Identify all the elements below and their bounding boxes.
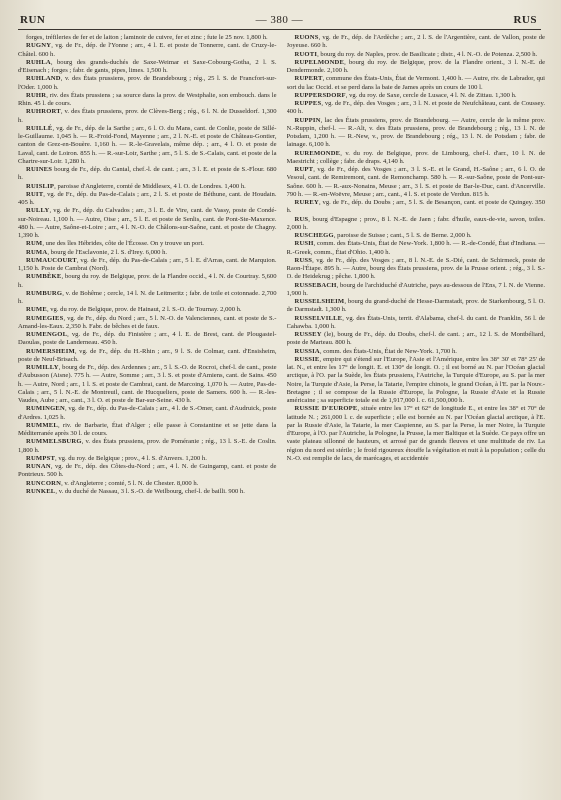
entry-headword: RULLY xyxy=(26,207,50,215)
entry-text: , bourg du roy. de Belgique, prov. de la Flandre occid., 4 l. N. de Courtray. 5,600 h. xyxy=(18,273,277,289)
dictionary-entry xyxy=(18,273,277,290)
dictionary-entry xyxy=(18,166,277,183)
entry-text: , v. des États prussiens, prov. de Poméranie ; rég., 13 l. S.-E. de Coslin. 1,800 h. xyxy=(18,438,277,454)
header-right-word: RUS xyxy=(513,14,537,26)
text-columns xyxy=(18,34,545,786)
entry-headword: RUSSIE D'EUROPE xyxy=(294,405,358,413)
entry-headword: RUMENGOL xyxy=(26,331,68,338)
dictionary-entry xyxy=(287,51,546,59)
entry-text: , vg. de Fr., dép. du Finistère ; arr., 4 l. E. de Brest, cant. de Plougastel-Daoulas, poste de Landerneau. 450 h. xyxy=(18,331,277,347)
entry-headword: RUNCORN xyxy=(26,479,62,487)
dictionary-entry xyxy=(287,199,546,216)
running-header xyxy=(18,14,545,29)
entry-text: , comm. des États-Unis, État de New-York. 1,800 h. — R.-de-Condé, État d'Indiana. — R.-Greek, comm., État d'Ohio. 1,400 h. xyxy=(286,240,545,256)
entry-text: , bourg du roy. de Naples, prov. de Basilicate ; distr., 4 l. N.-O. de Potenza. 2,500 h. xyxy=(317,50,538,58)
entry-headword: RUMINGEN xyxy=(26,405,65,413)
left-column xyxy=(18,34,277,786)
entry-headword: RUMBÈKE xyxy=(26,273,62,281)
entry-text: , vg. du roy. de Belgique, prov. de Hainaut, 2 l. S.-O. de Tournay. 2,000 h. xyxy=(46,306,242,314)
dictionary-entry xyxy=(18,108,277,125)
entry-text: , vg. de Fr., dép. de l'Yonne ; arr., 4 l. E. et poste de Tonnerre, cant. de Cruzy-le-Châtel. 600 h. xyxy=(18,42,277,58)
entry-headword: RUMPST xyxy=(26,454,56,462)
dictionary-entry xyxy=(18,405,277,422)
entry-headword: RUINES xyxy=(26,166,53,173)
dictionary-entry xyxy=(287,405,546,463)
entry-headword: RUISLIP xyxy=(26,182,55,190)
dictionary-entry xyxy=(287,216,546,233)
entry-text: (le), bourg de Fr., dép. du Doubs, chef-l. de cant. ; arr., 12 l. S. de Montbéliard, poste de Marteau. 800 h. xyxy=(286,331,545,347)
entry-text: , bourg des grands-duchés de Saxe-Weimar et Saxe-Cobourg-Gotha, 2 l. S. d'Eisenach ; forges ; fabr. de gants, pipes, limes. 1,500 h. xyxy=(18,58,277,74)
entry-headword: RUILLÉ xyxy=(26,124,53,132)
right-column xyxy=(287,34,546,786)
dictionary-entry xyxy=(18,249,277,257)
entry-text: , bourg d'Espagne ; prov., 8 l. N.-E. de Jaen ; fabr. d'huile, eaux-de-vie, savon, toiles. 2,000 h. xyxy=(286,215,545,231)
entry-headword: RUSS xyxy=(294,256,313,264)
header-rule xyxy=(18,29,541,30)
entry-headword: RUSSEY xyxy=(294,331,322,338)
entry-text: , v. du roy. de Belgique, prov. de Limbourg, chef-l. d'arr., 10 l. N. de Maestricht ; collège ; fabr. de draps. 4,140 h. xyxy=(286,149,545,165)
entry-headword: RUSSIA xyxy=(294,347,320,355)
entry-text: , v. d'Angleterre ; comté, 5 l. N. de Chester. 8,000 h. xyxy=(61,479,199,487)
dictionary-entry xyxy=(18,348,277,365)
entry-headword: RUME xyxy=(26,306,47,314)
entry-headword: RUHR xyxy=(26,91,47,99)
entry-headword: RUPPERSDORF xyxy=(294,91,346,99)
dictionary-entry xyxy=(287,100,546,117)
entry-text: , vg. de Fr., dép. du Pas-de-Calais ; arr., 2 l. S. et poste de Béthune, cant. de Houdain. 405 h. xyxy=(18,190,277,206)
entry-headword: RUMERSHEIM xyxy=(26,347,75,355)
entry-headword: RUMAUCOURT xyxy=(26,256,77,264)
dictionary-entry xyxy=(287,356,546,406)
dictionary-entry xyxy=(287,75,546,92)
dictionary-entry xyxy=(18,75,277,92)
entry-headword: RUIT xyxy=(26,190,44,198)
dictionary-entry xyxy=(287,331,546,348)
dictionary-entry xyxy=(287,315,546,332)
page-number: — 380 — xyxy=(255,14,304,26)
entry-text: , vg. de Fr., dép. des Vosges ; arr., 3 l. N. et poste de Neufchâteau, cant. de Coussey. 400 h. xyxy=(286,100,545,116)
entry-headword: RUMILLY xyxy=(26,364,59,371)
entry-headword: RUSSIE xyxy=(294,355,320,363)
dictionary-entry xyxy=(18,331,277,348)
entry-text: , vg. de Fr., dép. des Côtes-du-Nord ; arr., 4 l. N. de Guingamp, cant. et poste de Pontrieux. 500 h. xyxy=(18,463,277,479)
entry-headword: RUPT xyxy=(294,166,314,173)
entry-headword: RUSSELVILLE xyxy=(294,314,343,322)
dictionary-entry xyxy=(287,59,546,76)
entry-text: , bourg du grand-duché de Hesse-Darmstadt, prov. de Starkenbourg, 5 l. O. de Darmstadt. 1,300 h. xyxy=(286,298,545,314)
entry-text: , vg. des États-Unis, territ. d'Alabama, chef-l. du cant. de Franklin, 56 l. de Cahawba. 1,000 h. xyxy=(286,314,545,330)
dictionary-entry xyxy=(287,92,546,100)
entry-text: , paroisse d'Angleterre, comté de Middlesex, 4 l. O. de Londres. 1,400 h. xyxy=(54,182,246,190)
entry-headword: RUSH xyxy=(294,240,314,248)
entry-headword: RUSCHEGG xyxy=(294,232,334,239)
entry-text: , riv. de Barbarie, État d'Alger ; elle passe à Constantine et se jette dans la Méditerranée après 30 l. de cours. xyxy=(18,421,277,437)
entry-text: , riv. des États prussiens ; sa source dans la prov. de Westphalie, son embouch. dans le Rhin. 45 l. de cours. xyxy=(18,91,277,107)
entry-text: , empire qui s'étend sur l'Europe, l'Asie et l'Amérique, entre les 38° 30' et 78° 25' de lat. N., et entre les 17° de longit. E. et 130° de longit. O. ; il est borné au N. par l'Océan glacial arctique, à l'O. par la Suède, les États prussiens, l'Autriche, la Turquie d'Europe, au S. par la mer Noire, la Turquie d'Asie, la Perse, la Tatarie, l'empire chinois, le grand Océan, à l'E. par la Nouv.-Bretagne ; il se compose de la Russie d'Europe, la Pologne, la Russie d'Asie et la Russie américaine ; sa superficie totale est de 1,917,000 l. c. 61,500,000 h. xyxy=(286,355,545,404)
entry-text: , comm. des États-Unis, État de New-York. 1,700 h. xyxy=(319,347,457,355)
dictionary-entry xyxy=(287,117,546,150)
dictionary-entry xyxy=(18,463,277,480)
entry-text: , vg. de Fr., dép. des Vosges ; arr., 8 l. N.-E. de S.-Dié, cant. de Schirmeck, poste de Raon-l'Étape. 895 h. — Autre, bourg des États prussiens, prov. de la Prusse orient. ; rég., 3 l. S.-O. de Heidekrug ; pêche. 1,800 h. xyxy=(286,256,545,281)
dictionary-entry xyxy=(18,306,277,314)
entry-text: , bourg du roy. de Belgique, prov. de la Flandre orient., 3 l. N.-E. de Dendermonde. 2,100 h. xyxy=(286,58,545,74)
entry-text: , bourg de l'Esclavonie, 2 l. S. d'Irey. 6,000 h. xyxy=(47,248,168,256)
entry-headword: RUMA xyxy=(26,248,48,256)
entry-text: , v. des États prussiens, prov. de Clèves-Berg ; rég., 6 l. N. de Dusseldorf. 1,300 h. xyxy=(18,108,277,124)
dictionary-entry xyxy=(18,59,277,76)
entry-text: , vg. de Fr., dép. du Nord ; arr., 5 l. N.-O. de Valenciennes, cant. et poste de S.-Amand-les-Eaux. 2,350 h. Fabr. de bêches et de faux. xyxy=(18,314,277,330)
dictionary-entry xyxy=(287,232,546,240)
entry-headword: RUM xyxy=(26,240,43,248)
dictionary-entry xyxy=(287,257,546,282)
entry-headword: RUSSEBACH xyxy=(294,281,337,289)
entry-headword: RUMBURG xyxy=(26,289,63,297)
dictionary-entry xyxy=(18,125,277,166)
entry-text: , commune des États-Unis, État de Vermont. 1,400 h. — Autre, riv. de Labrador, qui sort du lac Occid. et se perd dans la baie de James après un cours de 100 l. xyxy=(286,75,545,91)
entry-headword: RUMEGIES xyxy=(26,314,64,322)
entry-headword: RUNKEL xyxy=(26,487,56,495)
dictionary-entry xyxy=(18,315,277,332)
dictionary-entry xyxy=(18,422,277,439)
dictionary-entry xyxy=(287,282,546,299)
entry-headword: RUPELMONDE xyxy=(294,58,345,66)
dictionary-entry xyxy=(18,240,277,248)
entry-text: , v. de Bohême ; cercle, 14 l. N. de Leitmeritz ; fabr. de toile et cotonnade. 2,700 h. xyxy=(18,289,277,305)
dictionary-entry xyxy=(18,92,277,109)
entry-text: , bourg de Fr., dép. des Ardennes ; arr., 5 l. S.-O. de Rocroi, chef-l. de cant., poste d'Aubusson (Aisne). 775 h. — Autre, Somme ; arr., 3 l. S. et poste d'Amiens, cant. de Sains. 450 h. — Autre, Nord ; arr., 1 l. S. et poste de Cambrai, cant. de Marcoing. 1,070 h. — Autre, Pas-de-Calais ; arr., 5 l. N.-E. de Montreuil, cant. de Hucqueliers, poste de Samers. 600 h. — R.-les-Vaudes, Aube ; arr., cant., 3 l. O. et poste de Bar-sur-Seine. 430 h. xyxy=(18,364,277,404)
dictionary-entry xyxy=(18,290,277,307)
dictionary-entry xyxy=(18,438,277,455)
header-left-word: RUN xyxy=(20,14,46,26)
entry-text: , v. du duché de Nassau, 3 l. S.-O. de Weilbourg, chef-l. de bailli. 900 h. xyxy=(55,487,245,495)
entry-headword: RUGNY xyxy=(26,42,52,50)
dictionary-entry xyxy=(287,166,546,199)
entry-headword: RUREMONDE xyxy=(294,149,341,157)
dictionary-entry xyxy=(18,364,277,405)
entry-headword: RUHLA xyxy=(26,58,51,66)
entry-text: , vg. du roy. de Saxe, cercle de Lusace, 4 l. N. de Zittau. 1,300 h. xyxy=(345,91,517,99)
dictionary-entry xyxy=(18,183,277,191)
dictionary-entry xyxy=(287,298,546,315)
entry-headword: RUONS xyxy=(294,34,319,41)
dictionary-entry xyxy=(287,348,546,356)
dictionary-entry xyxy=(18,488,277,496)
entry-text: , vg. de Fr., dép. du Calvados ; arr., 3 l. E. de Vire, cant. de Vassy, poste de Condé-sur-Noireau. 1,100 h. — Autre, Oise ; arr., 5 l. E. et poste de Senlis, cant. de Pont-Ste-Maxence. 480 h. — Autre, Saône-et-Loire ; arr., 4 l. N.-O. de Châlons-sur-Saône, cant. et poste de Chagny. 1,390 h. xyxy=(18,207,277,239)
dictionary-entry xyxy=(287,150,546,167)
entry-text: , vg. de Fr., dép. des Vosges ; arr., 3 l. S.-E. et le Grand, H.-Saône ; arr., 6 l. O. de Vesoul, cant. de Remiremont, cant. de Remonchamp. 580 h. — R.-sur-Saône, poste de Pont-sur-Saône. 600 h. — R.-aux-Nonains, Meuse ; arr., 3 l. S. et poste de Bar-le-Duc, cant. d'Ancerville. 790 h. — R.-en-Woëvre, Meuse ; arr., cant., 4 l. S. et poste de Verdun. 815 h. xyxy=(286,166,545,198)
dictionary-entry xyxy=(287,34,546,51)
entry-text: forges, tréfileries de fer et de laiton ; laminoir de cuivre, fer et zinc ; fute le 25 nov. 1,800 h. xyxy=(26,34,268,41)
dictionary-entry xyxy=(18,207,277,240)
entry-headword: RUS xyxy=(294,215,309,223)
entry-headword: RUSSELSHEIM xyxy=(294,298,345,305)
entry-text: bourg de Fr., dép. du Cantal, chef.-l. de cant. ; arr., 3 l. E. et poste de S.-Flour. 680 h. xyxy=(18,166,277,182)
entry-headword: RUMMEL xyxy=(26,421,58,429)
dictionary-entry xyxy=(287,240,546,257)
entry-headword: RUHLAND xyxy=(26,75,61,83)
dictionary-entry xyxy=(18,257,277,274)
entry-headword: RUNAN xyxy=(26,463,51,470)
entry-text: , vg. de Fr., dép. du Doubs ; arr., 5 l. S. de Besançon, cant. et poste de Quingey. 350 h. xyxy=(286,199,545,215)
entry-text: , v. des États prussiens, prov. de Brandebourg ; rég., 25 l. S. de Francfort-sur-l'Oder. 1,000 h. xyxy=(18,75,277,91)
entry-headword: RUMMELSBURG xyxy=(26,438,82,446)
entry-headword: RUHRORT xyxy=(26,108,61,116)
entry-text: , vg. de Fr., dép. de l'Ardèche ; arr., 2 l. S. de l'Argentière, cant. de Vallon, poste de Joyeuse. 660 h. xyxy=(286,34,545,50)
dictionary-entry xyxy=(18,42,277,59)
dictionary-entry xyxy=(18,34,277,42)
entry-text: , vg. de Fr., dép. du Pas-de-Calais ; arr., 5 l. E. d'Arras, cant. de Marquion. 1,150 h. Poste de Cambrai (Nord). xyxy=(18,256,277,272)
dictionary-entry xyxy=(18,191,277,208)
entry-headword: RUOTI xyxy=(294,50,318,58)
entry-headword: RUPERT xyxy=(294,75,323,83)
entry-text: , paroisse de Suisse ; cant., 5 l. S. de Berne. 2,000 h. xyxy=(333,232,472,239)
entry-text: , une des îles Hébrides, côte de l'Écosse. On y trouve un port. xyxy=(42,240,204,248)
entry-headword: RUREY xyxy=(294,199,319,206)
entry-headword: RUPPIN xyxy=(294,116,321,124)
entry-text: , vg. de Fr., dép. du H.-Rhin ; arr., 9 l. S. de Colmar, cant. d'Ensisheim, poste de Neuf-Brisach. xyxy=(18,347,277,363)
entry-text: , lac des États prussiens, prov. de Brandebourg. — Autre, cercle de la même prov. N.-Ruppin, chef-l. — R.-Alt, v. des États prussiens, prov. de Brandebourg ; rég., 13 l. N. de Potsdam, 1,200 h. — R.-New, v., prov. de Brandebourg ; rég., 13 l. N. de Potsdam ; fabr. de lainage. 6,100 h. xyxy=(286,116,545,149)
entry-text: , vg. du roy. de Belgique ; prov., 4 l. S. d'Anvers. 1,200 h. xyxy=(55,454,207,462)
entry-headword: RUPPES xyxy=(294,100,322,107)
entry-text: , vg. de Fr., dép. de la Sarthe ; arr., 6 l. O. du Mans, cant. de Conlie, poste de Sillé-le-Guillaume. 1,045 h. — R.-Froid-Fond, Mayenne ; arr., 2 l. N.-E. et poste de Château-Gontier, canton de Grez-en-Bouère. 1,160 h. — R.-le-Gravelais, même dép. ; arr., 4 l. O. et poste de Laval, cant. de Loiron. 855 h. — R.-sur-Loir, Sarthe ; arr., 5 l. S. de S.-Calais, cant. et poste de la Chartre-sur-Loir. 1,280 h. xyxy=(18,124,277,165)
dictionary-entry xyxy=(18,480,277,488)
dictionary-entry xyxy=(18,455,277,463)
entry-text: , située entre les 17° et 62° de longitude E., et entre les 38° et 70° de latitude N. ; 261,000 l. c. de superficie ; elle est bornée au N. par l'Océan glacial arctique, à l'E. par la Russie d'Asie, la Tatarie, la mer Caspienne, au S. par la Perse, la mer Noire, la Turquie d'Europe, à l'O. par l'Autriche, la Pologne, la Prusse, la mer Baltique et la Suède. Ce pays offre un vaste plateau sillonné de hauteurs, et arrosé par de grands fleuves et une multitude de riv. La région du nord est stérile ; le froid rigoureux étouffe la végétation et nuit à la population ; celle du N.-O. est remplie de lacs, de marécages, et accidentée xyxy=(286,405,545,462)
entry-text: , bourg de l'archiduché d'Autriche, pays au-dessous de l'Ens, 7 l. N. de Vienne. 1,900 h. xyxy=(286,281,545,297)
entry-text: , vg. de Fr., dép. du Pas-de-Calais ; arr., 4 l. de S.-Omer, cant. d'Audruick, poste d'Ardres. 1,025 h. xyxy=(18,405,277,421)
